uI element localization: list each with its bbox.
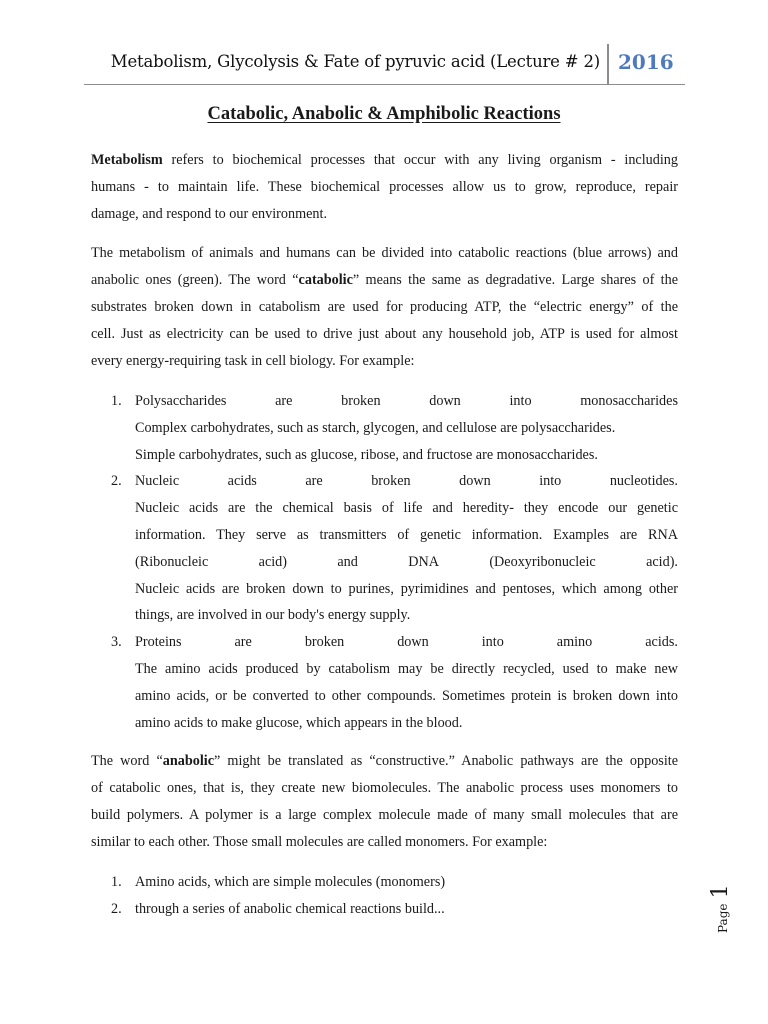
term-catabolic: catabolic (298, 271, 353, 288)
header-divider (607, 44, 609, 84)
list-number: 3. (111, 634, 122, 651)
page-header (84, 44, 685, 85)
list-item-heading: Proteins are broken down into amino acids. (135, 634, 678, 651)
page-number-value: 1 (708, 884, 733, 899)
list-number: 1. (111, 393, 122, 409)
paragraph-line: every energy-requiring task in cell biology. For example: (91, 352, 415, 369)
paragraph-line: substrates broken down in catabolism are used for producing ATP, the “electric energy” of the (91, 298, 678, 315)
list-item (91, 468, 678, 629)
list-item-text: Amino acids, which are simple molecules (monomers) (135, 874, 446, 890)
list-item-text: through a series of anabolic chemical reactions build... (135, 900, 445, 917)
paragraph-line: of catabolic ones, that is, they create new biomolecules. The anabolic process uses monomers to (91, 779, 678, 796)
list-item-line: Complex carbohydrates, such as starch, glycogen, and cellulose are polysaccharides. (135, 419, 616, 436)
paragraph-metabolism (91, 147, 678, 228)
document-title (0, 104, 768, 125)
list-item (91, 629, 678, 736)
document-title-text: Catabolic, Anabolic & Amphibolic Reactions (207, 104, 561, 124)
list-item-line: amino acids to make glucose, which appears in the blood. (135, 714, 463, 731)
paragraph-line: similar to each other. Those small molecules are called monomers. For example: (91, 833, 548, 850)
term-anabolic: anabolic (162, 753, 215, 769)
list-item-heading: Polysaccharides are broken down into monosaccharides (135, 393, 678, 409)
page-word: Page (716, 903, 730, 933)
paragraph-anabolic (91, 748, 678, 856)
page-number (708, 884, 748, 933)
paragraph-line: anabolic ones (green). The word “catabolic” means the same as degradative. Large shares of the (91, 271, 678, 288)
list-item-line: (Ribonucleic acid) and DNA (Deoxyribonucleic acid). (135, 553, 678, 570)
anabolism-examples-list (91, 869, 678, 923)
list-item (91, 388, 678, 468)
list-item (91, 896, 678, 923)
paragraph-catabolic (91, 240, 678, 375)
paragraph-line: The metabolism of animals and humans can be divided into catabolic reactions (blue arrows) and (91, 245, 678, 261)
list-item-line: things, are involved in our body's energy supply. (135, 607, 411, 624)
list-item-line: amino acids, or be converted to other compounds. Sometimes protein is broken down into (135, 687, 678, 704)
paragraph-line: The word “anabolic” might be translated as “constructive.” Anabolic pathways are the opposite (91, 753, 679, 769)
paragraph-line: Metabolism refers to biochemical processes that occur with any living organism - including (91, 152, 678, 168)
paragraph-line: build polymers. A polymer is a large complex molecule made of many small molecules that are (91, 806, 678, 823)
header-title: Metabolism, Glycolysis & Fate of pyruvic acid (Lecture # 2) (110, 52, 600, 71)
list-item-line: information. They serve as transmitters of genetic information. Examples are RNA (135, 526, 678, 543)
list-item (91, 869, 678, 896)
catabolism-examples-list (91, 388, 678, 736)
list-item-heading: Nucleic acids are broken down into nucleotides. (135, 473, 678, 490)
paragraph-line: damage, and respond to our environment. (91, 205, 327, 222)
list-number: 1. (111, 874, 122, 890)
term-metabolism: Metabolism (91, 152, 163, 168)
header-year: 2016 (618, 50, 674, 74)
list-number: 2. (111, 900, 122, 917)
list-item-line: Nucleic acids are broken down to purines, pyrimidines and pentoses, which among other (135, 580, 678, 597)
list-item-line: The amino acids produced by catabolism may be directly recycled, used to make new (135, 660, 678, 677)
list-number: 2. (111, 473, 122, 490)
list-item-line: Nucleic acids are the chemical basis of life and heredity- they encode our genetic (135, 500, 678, 517)
paragraph-line: cell. Just as electricity can be used to drive just about any household job, ATP is used for almost (91, 325, 678, 342)
paragraph-line: humans - to maintain life. These biochemical processes allow us to grow, reproduce, repair (91, 178, 678, 195)
list-item-line: Simple carbohydrates, such as glucose, ribose, and fructose are monosaccharides. (135, 446, 598, 463)
